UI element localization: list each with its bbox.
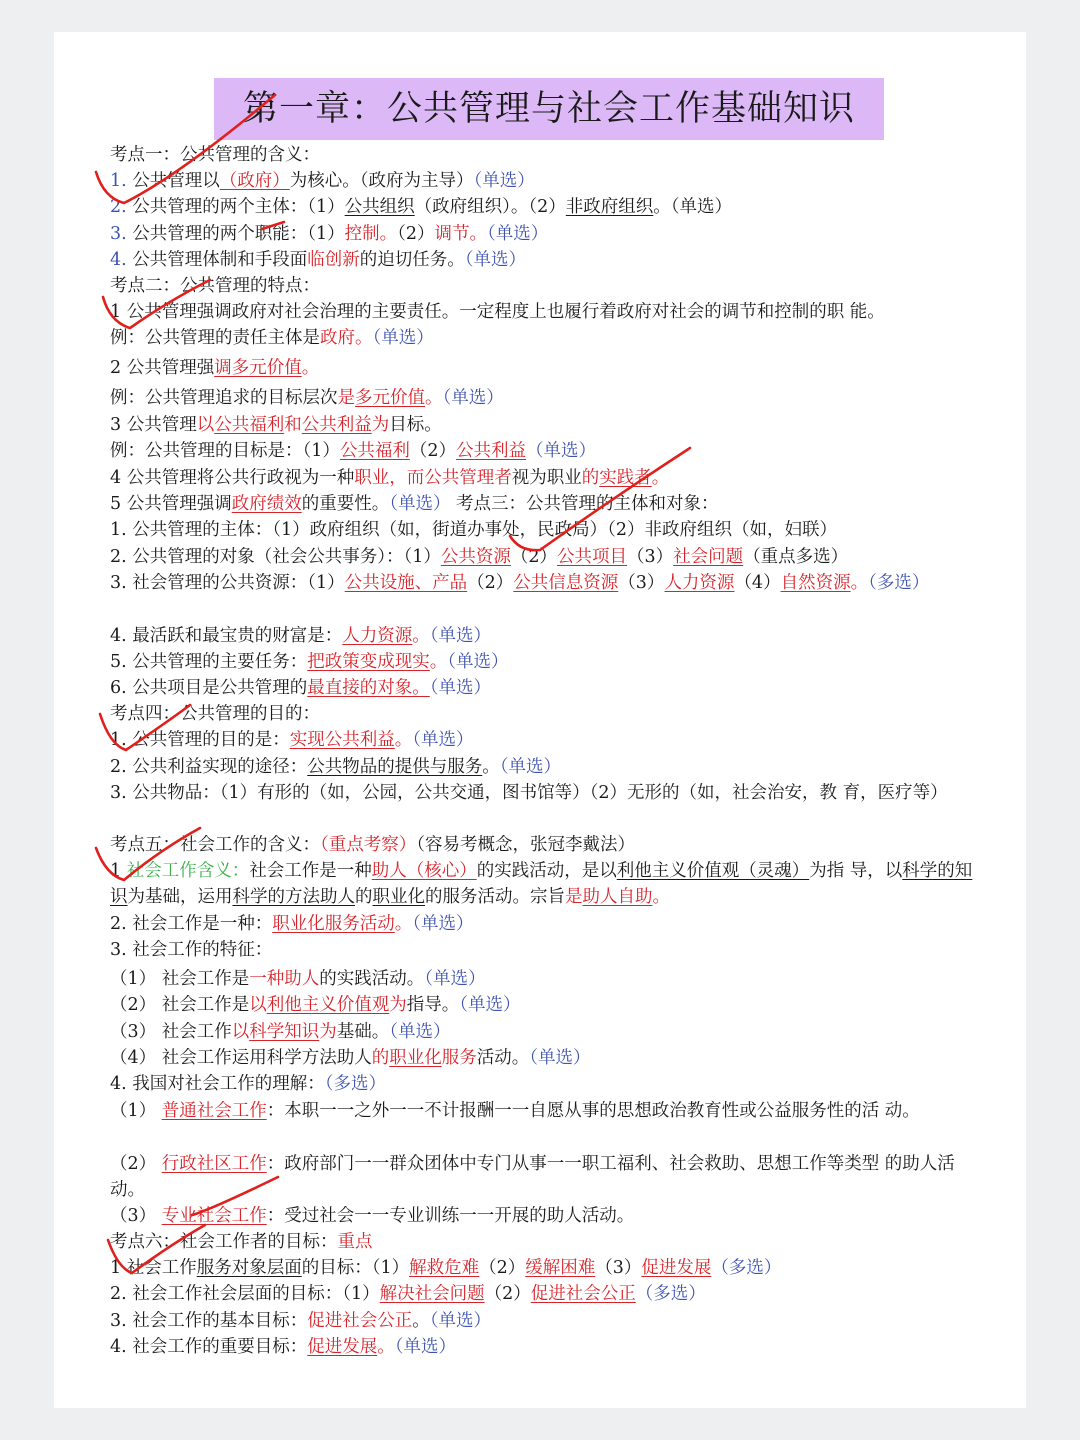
text-segment: 科学的知识 xyxy=(110,861,973,907)
text-segment: 5. 公共管理的主要任务： xyxy=(110,652,308,672)
text-segment: （单选） xyxy=(429,626,492,646)
text-segment: 为 xyxy=(389,995,407,1015)
text-line xyxy=(110,194,980,220)
text-segment: （3） xyxy=(618,573,665,593)
text-segment: 3. 社会工作的特征： xyxy=(110,940,273,960)
text-segment: 。 xyxy=(482,757,500,777)
text-segment: （单选） xyxy=(464,250,527,270)
text-segment: 例：公共管理追求的目标层次 xyxy=(110,388,338,408)
text-segment: （2） xyxy=(484,1284,531,1304)
text-line xyxy=(110,355,980,381)
text-segment: 公共物品的提供与服务 xyxy=(307,757,483,777)
text-segment: 的 xyxy=(355,887,373,907)
text-segment: 促进社会公正 xyxy=(307,1311,413,1331)
text-segment: 2. 公共利益实现的途径： xyxy=(110,757,308,777)
text-segment: 的目标：（1） xyxy=(301,1258,410,1278)
text-segment: 。 xyxy=(412,626,430,646)
text-segment: 的迫切任务。 xyxy=(359,250,465,270)
text-segment: （重点考察） xyxy=(320,835,417,855)
text-segment: 和 xyxy=(284,415,302,435)
text-segment: 社会问题 xyxy=(673,547,744,567)
text-line xyxy=(110,438,980,464)
text-segment: 促进社会公正 xyxy=(530,1284,636,1304)
text-line xyxy=(110,701,980,727)
text-segment: 4. 我国对社会工作的理解： xyxy=(110,1074,325,1094)
text-segment: （3） xyxy=(595,1258,642,1278)
text-line xyxy=(110,1203,980,1229)
text-line xyxy=(110,1019,980,1045)
text-segment: 公共资源 xyxy=(440,547,511,567)
text-segment: （3） xyxy=(110,1206,162,1226)
text-segment: 职业化 xyxy=(389,1048,442,1068)
text-segment: 把政策变成现实 xyxy=(307,652,430,672)
text-segment: （政府组织）。（2） xyxy=(414,197,566,217)
text-line xyxy=(110,491,980,517)
text-segment: （2） xyxy=(510,547,558,567)
text-line xyxy=(110,325,980,351)
text-segment: （多选） xyxy=(868,573,930,593)
text-segment: 公共管理的两个主体：（1） xyxy=(126,197,345,217)
text-segment: （多选） xyxy=(324,1074,387,1094)
text-line xyxy=(110,1151,980,1203)
text-segment: 多元价值 xyxy=(355,388,425,408)
text-segment: 行政社区工作 xyxy=(161,1154,267,1174)
text-segment: 基础。 xyxy=(336,1022,390,1042)
text-segment: （重点多选） xyxy=(743,547,849,567)
text-segment: 最直接的对象。 xyxy=(307,678,430,698)
text-segment: 公共设施、产品 xyxy=(344,573,468,593)
text-segment: （单选） xyxy=(429,1311,492,1331)
text-line xyxy=(110,1308,980,1334)
text-segment: 以 xyxy=(196,415,215,435)
text-segment: 社会工作是一种 xyxy=(249,861,372,881)
text-segment: 自然资源 xyxy=(780,573,851,593)
text-line xyxy=(110,299,980,325)
text-segment: 调节。 xyxy=(434,224,488,244)
text-segment: 。 xyxy=(850,573,869,593)
text-segment: 专业社会工作 xyxy=(161,1206,267,1226)
text-line xyxy=(110,1071,980,1097)
text-segment: 6. 公共项目是公共管理的 xyxy=(110,678,308,698)
text-segment: 2. 公共管理的对象（社会公共事务）：（1） xyxy=(110,547,441,567)
text-segment: 为 xyxy=(319,1022,337,1042)
text-segment: 2. 社会工作社会层面的目标：（1） xyxy=(110,1284,380,1304)
text-segment: 1. xyxy=(110,171,127,191)
text-segment: （多选） xyxy=(711,1258,782,1278)
text-segment: 1 公共管理强调政府对社会治理的主要责任。一定程度上也履行着政府对社会的调节和控制的职 能。 xyxy=(110,302,885,322)
text-segment: 利他主义价值观 xyxy=(266,995,390,1015)
text-segment: （3） xyxy=(627,547,674,567)
text-segment: ：受过社会一一专业训练一一开展的助人活动。 xyxy=(266,1206,635,1226)
text-segment: 实践者 xyxy=(599,468,652,488)
text-segment: （单选） xyxy=(459,995,521,1015)
text-segment: （单选） xyxy=(412,730,474,750)
text-segment: 是 xyxy=(337,388,355,408)
text-segment: 考点一：公共管理的含义： xyxy=(110,145,320,165)
text-segment: 非政府组织 xyxy=(565,197,654,217)
text-segment: （单选） xyxy=(429,678,492,698)
text-line xyxy=(110,221,980,247)
text-line xyxy=(110,385,980,411)
text-segment: 以 xyxy=(231,1022,250,1042)
text-segment: 控制。 xyxy=(344,224,398,244)
text-segment: （单选） xyxy=(424,969,486,989)
text-segment: （1） 社会工作是 xyxy=(110,969,250,989)
text-segment: 科学的方法助人 xyxy=(232,887,355,907)
text-segment: （2） xyxy=(409,441,457,461)
text-segment: 1. 公共管理的目的是： xyxy=(110,730,290,750)
text-segment: 公共福利 xyxy=(339,441,410,461)
text-segment: 重点 xyxy=(337,1232,373,1252)
text-line xyxy=(110,517,980,543)
text-line xyxy=(110,544,980,570)
text-segment: 促进发展 xyxy=(641,1258,712,1278)
text-segment: （单选） xyxy=(447,652,509,672)
text-segment: 以 xyxy=(249,995,267,1015)
text-segment: （单选） xyxy=(442,388,504,408)
text-segment: 3. xyxy=(110,224,127,244)
text-line xyxy=(110,937,980,963)
text-segment: 1 xyxy=(110,861,127,881)
text-line xyxy=(110,247,980,273)
text-line xyxy=(110,649,980,675)
text-segment: 3 公共管理 xyxy=(110,415,197,435)
text-segment: 职业化 xyxy=(372,887,425,907)
text-segment: 职业，而公共管理者 xyxy=(354,468,512,488)
text-segment: ：本职一一之外一一不计报酬一一自愿从事的思想政治教育性或公益服务性的活 动。 xyxy=(266,1101,920,1121)
text-line xyxy=(110,911,980,937)
text-line xyxy=(110,1255,980,1281)
text-segment: 助人自助 xyxy=(582,887,653,907)
text-line xyxy=(110,1045,980,1071)
text-segment: 实现公共利益 xyxy=(289,730,395,750)
text-segment: 服务对象层面 xyxy=(196,1258,302,1278)
text-segment: （单选） xyxy=(529,1048,591,1068)
text-segment: 活动。 xyxy=(476,1048,530,1068)
text-segment: （单选） xyxy=(526,441,597,461)
text-segment: （2） xyxy=(110,1154,162,1174)
text-segment: （4） 社会工作运用科学方法助人 xyxy=(110,1048,372,1068)
text-line xyxy=(110,832,980,858)
text-segment: 社会工作含义： xyxy=(126,861,250,881)
text-segment: 。 xyxy=(301,358,320,378)
text-segment: 考点五：社会工作的含义： xyxy=(110,835,320,855)
text-segment: 政府。 xyxy=(320,328,373,348)
text-segment: 5 公共管理强调 xyxy=(110,494,232,514)
text-segment: （单选） xyxy=(372,328,434,348)
text-segment: （多选） xyxy=(635,1284,706,1304)
text-segment: 。 xyxy=(425,388,443,408)
text-segment: 临创新 xyxy=(307,250,360,270)
text-line xyxy=(110,966,980,992)
text-segment: 促进发展 xyxy=(307,1337,378,1357)
text-line xyxy=(110,570,980,596)
text-segment: 3. 公共物品：（1）有形的（如，公园，公共交通，图书馆等）（2）无形的（如，社会治安，教 育，医疗等） xyxy=(110,783,948,803)
text-segment: 利他主义价值观（灵魂） xyxy=(616,861,810,881)
text-segment: （单选） xyxy=(473,171,535,191)
text-segment: 。 xyxy=(377,1337,395,1357)
text-segment: 解决社会问题 xyxy=(379,1284,485,1304)
text-segment: 职业化服务活动 xyxy=(272,914,395,934)
text-segment: 公共利益 xyxy=(301,415,372,435)
text-segment: 指导。 xyxy=(406,995,460,1015)
text-segment: 4. 最活跃和最宝贵的财富是： xyxy=(110,626,343,646)
text-segment: 目标。 xyxy=(389,415,442,435)
text-segment: 为核心。（政府为主导） xyxy=(289,171,474,191)
text-segment: 的实践活动。 xyxy=(319,969,425,989)
text-segment: 考点四：公共管理的目的： xyxy=(110,704,320,724)
text-segment: 为指 导，以 xyxy=(809,861,903,881)
text-segment: 。 xyxy=(394,914,413,934)
text-segment: 2. xyxy=(110,197,127,217)
text-segment: 的服务活动。宗旨 xyxy=(425,887,565,907)
text-segment: 人力资源 xyxy=(342,626,413,646)
text-segment: （2） xyxy=(397,224,435,244)
text-segment: 。 xyxy=(429,652,448,672)
text-segment: （单选） xyxy=(389,494,451,514)
text-segment: 的 xyxy=(371,1048,390,1068)
text-line xyxy=(110,754,980,780)
text-segment: 例：公共管理的责任主体是 xyxy=(110,328,320,348)
text-segment: 。（单选） xyxy=(653,197,733,217)
text-segment: 服务 xyxy=(441,1048,477,1068)
text-segment: （单选） xyxy=(499,757,562,777)
text-segment: 考点二：公共管理的特点： xyxy=(110,276,320,296)
text-segment: （容易考概念，张冠李戴法） xyxy=(416,835,635,855)
text-segment: 考点三：公共管理的主体和对象： xyxy=(450,494,719,514)
text-segment: （单选） xyxy=(412,914,474,934)
text-line xyxy=(110,412,980,438)
text-segment: 公共福利 xyxy=(214,415,285,435)
text-segment: 2. 社会工作是一种： xyxy=(110,914,273,934)
text-segment: （政府） xyxy=(219,171,290,191)
text-segment: 的 xyxy=(581,468,600,488)
text-line xyxy=(110,465,980,491)
text-segment: 视为职业 xyxy=(511,468,582,488)
text-segment: 。 xyxy=(394,730,413,750)
text-segment: 考点六：社会工作者的目标： xyxy=(110,1232,338,1252)
text-segment: 政府绩效 xyxy=(231,494,302,514)
text-segment: 公共利益 xyxy=(456,441,527,461)
text-segment: 助人（核心） xyxy=(371,861,477,881)
text-segment: 是 xyxy=(565,887,583,907)
text-segment: （1） xyxy=(110,1101,162,1121)
text-line xyxy=(110,273,980,299)
text-segment: 例：公共管理的目标是：（1） xyxy=(110,441,340,461)
text-segment: 人力资源 xyxy=(664,573,735,593)
text-segment: （单选） xyxy=(487,224,549,244)
text-segment: 的重要性。 xyxy=(301,494,390,514)
text-line xyxy=(110,675,980,701)
text-segment: 调多元价值 xyxy=(214,358,302,378)
text-segment: 1 社会工作 xyxy=(110,1258,197,1278)
text-segment: 公共管理体制和手段面 xyxy=(126,250,308,270)
text-line xyxy=(110,1098,980,1124)
text-line xyxy=(110,168,980,194)
text-segment: （4） xyxy=(734,573,781,593)
text-segment: 4. 社会工作的重要目标： xyxy=(110,1337,308,1357)
text-segment: 1. 公共管理的主体：（1）政府组织（如，街道办事处，民政局）（2）非政府组织（如，妇联） xyxy=(110,520,838,540)
text-segment: 3. 社会管理的公共资源：（1） xyxy=(110,573,345,593)
text-segment: （2） 社会工作是 xyxy=(110,995,250,1015)
text-segment: 缓解困难 xyxy=(525,1258,596,1278)
text-line xyxy=(110,780,980,806)
text-segment: （2） xyxy=(467,573,514,593)
chapter-title: 第一章：公共管理与社会工作基础知识 xyxy=(214,78,884,140)
text-line xyxy=(110,142,980,168)
text-segment: 的实践活动，是以 xyxy=(476,861,617,881)
text-segment: 为基础，运用 xyxy=(127,887,233,907)
text-segment: 3. 社会工作的基本目标： xyxy=(110,1311,308,1331)
text-line xyxy=(110,992,980,1018)
text-segment: 。 xyxy=(651,468,670,488)
text-segment: 科学知识 xyxy=(249,1022,320,1042)
text-line xyxy=(110,858,980,910)
text-segment: 。 xyxy=(652,887,670,907)
text-segment: 普通社会工作 xyxy=(161,1101,267,1121)
text-segment: 4 公共管理将公共行政视为一种 xyxy=(110,468,355,488)
text-segment: 公共管理的两个职能：（1） xyxy=(126,224,345,244)
text-line xyxy=(110,1281,980,1307)
text-line xyxy=(110,1334,980,1360)
text-segment: （单选） xyxy=(394,1337,457,1357)
text-segment: 公共管理以 xyxy=(126,171,220,191)
text-segment: 。 xyxy=(412,1311,430,1331)
text-segment: 一种助人 xyxy=(249,969,320,989)
text-segment: 为 xyxy=(371,415,390,435)
text-segment: 解救危难 xyxy=(409,1258,480,1278)
text-segment: 公共信息资源 xyxy=(513,573,619,593)
text-segment: 公共项目 xyxy=(557,547,628,567)
text-segment: 2 公共管理强 xyxy=(110,358,215,378)
text-segment: 公共组织 xyxy=(344,197,415,217)
text-segment: （3） 社会工作 xyxy=(110,1022,232,1042)
text-line xyxy=(110,1229,980,1255)
text-segment: 4. xyxy=(110,250,127,270)
text-segment: （2） xyxy=(479,1258,526,1278)
text-segment: ：政府部门一一群众团体中专门从事一一职工福利、社会救助、思想工作等类型 的助人活动。 xyxy=(110,1154,955,1200)
text-line xyxy=(110,623,980,649)
text-line xyxy=(110,727,980,753)
text-segment: （单选） xyxy=(389,1022,451,1042)
